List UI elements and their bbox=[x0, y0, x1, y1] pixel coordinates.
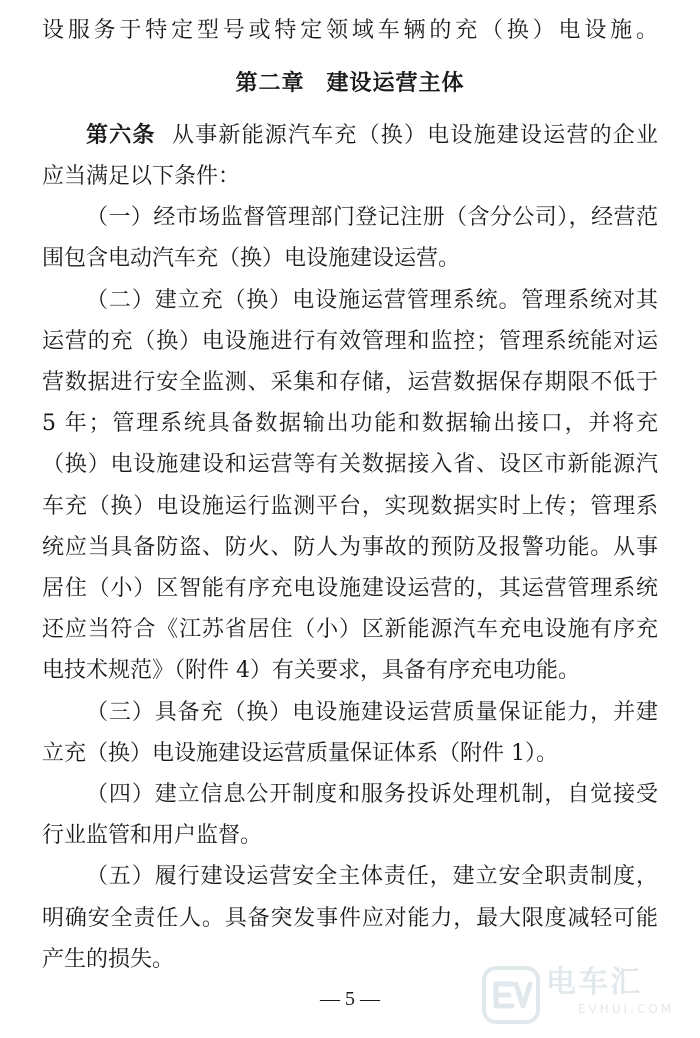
item4-line2: 行业监管和用户监督。 bbox=[42, 823, 263, 848]
item1-line1: （一）经市场监督管理部门登记注册（含分公司），经营范 bbox=[86, 205, 658, 230]
article6-intro-line1: 从事新能源汽车充（换）电设施建设运营的企业 bbox=[172, 123, 658, 148]
item2-line6: 车充（换）电设施运行监测平台，实现数据实时上传；管理系 bbox=[42, 494, 658, 519]
item2-line5: （换）电设施建设和运营等有关数据接入省、设区市新能源汽 bbox=[42, 452, 658, 477]
item2-line10: 电技术规范》（附件 4）有关要求，具备有序充电功能。 bbox=[42, 658, 580, 683]
item2-line8: 居住（小）区智能有序充电设施建设运营的，其运营管理系统 bbox=[42, 576, 658, 601]
chapter-heading bbox=[0, 69, 700, 99]
item1-line2: 围包含电动汽车充（换）电设施建设运营。 bbox=[42, 246, 461, 271]
article6-head: 第六条 bbox=[86, 123, 156, 148]
evhui-logo-icon bbox=[482, 966, 540, 1024]
article6-first-line bbox=[86, 121, 658, 151]
item3-line2: 立充（换）电设施建设运营质量保证体系（附件 1）。 bbox=[42, 741, 558, 766]
chapter-number: 第二章 bbox=[235, 71, 305, 96]
item3-line1: （三）具备充（换）电设施建设运营质量保证能力，并建 bbox=[86, 700, 658, 725]
item5-line1: （五）履行建设运营安全主体责任，建立安全职责制度， bbox=[86, 864, 658, 889]
watermark-logo bbox=[482, 960, 690, 1026]
item2-line7: 统应当具备防盗、防火、防人为事故的预防及报警功能。从事 bbox=[42, 535, 658, 560]
watermark-brand: 电车汇 bbox=[546, 965, 642, 1000]
item2-line3: 营数据进行安全监测、采集和存储，运营数据保存期限不低于 bbox=[42, 370, 658, 395]
item5-line3: 产生的损失。 bbox=[42, 947, 175, 972]
watermark-domain: EVHUI.COM bbox=[578, 1002, 675, 1016]
item2-line2: 运营的充（换）电设施进行有效管理和监控；管理系统能对运 bbox=[42, 329, 658, 354]
item2-line1: （二）建立充（换）电设施运营管理系统。管理系统对其 bbox=[86, 288, 658, 313]
item2-line4: 5 年；管理系统具备数据输出功能和数据输出接口，并将充 bbox=[42, 411, 658, 436]
top-line: 设服务于特定型号或特定领域车辆的充（换）电设施。 bbox=[42, 18, 658, 43]
page-number: — 5 — bbox=[320, 988, 380, 1010]
chapter-title: 建设运营主体 bbox=[326, 71, 465, 96]
item5-line2: 明确安全责任人。具备突发事件应对能力，最大限度减轻可能 bbox=[42, 906, 658, 931]
item2-line9: 还应当符合《江苏省居住（小）区新能源汽车充电设施有序充 bbox=[42, 617, 658, 642]
article6-intro-line2: 应当满足以下条件： bbox=[42, 164, 241, 189]
item4-line1: （四）建立信息公开制度和服务投诉处理机制，自觉接受 bbox=[86, 782, 658, 807]
